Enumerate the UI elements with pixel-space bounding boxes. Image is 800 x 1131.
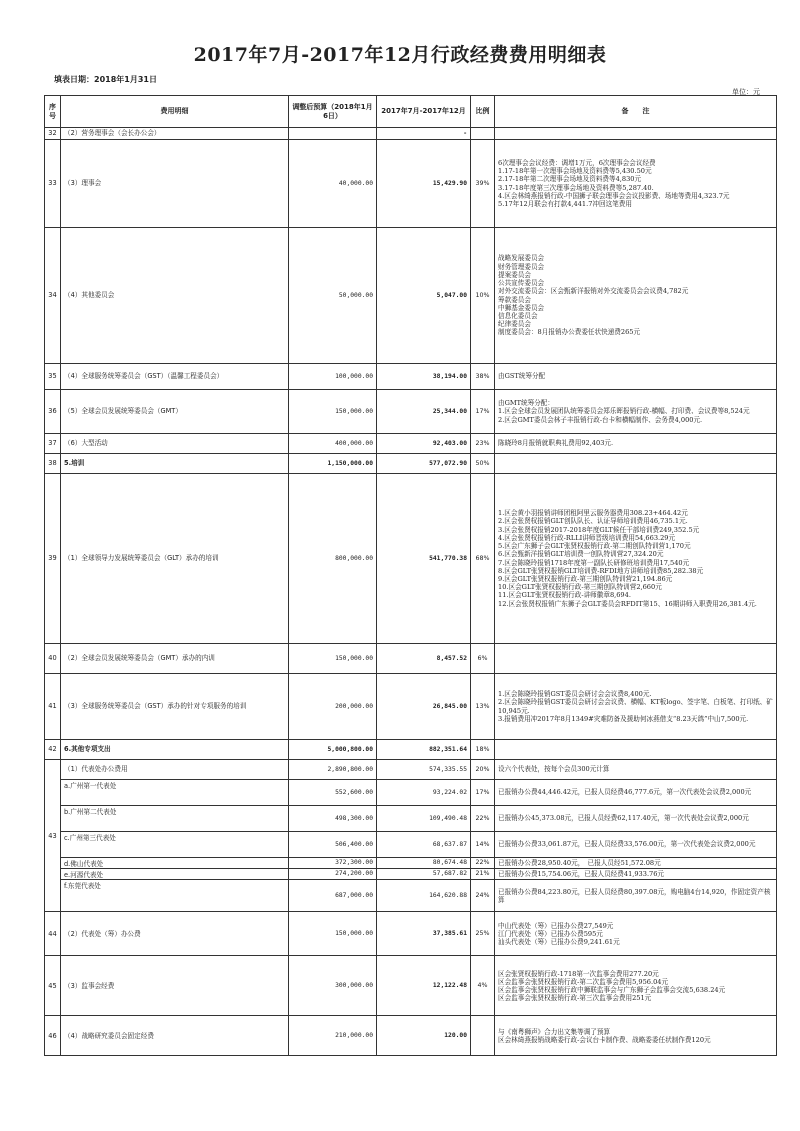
row-number: 46	[45, 1016, 61, 1056]
remark-line: 4.区会张贤权报销行政-RLLI讲师晋级培训费用54,663.29元	[498, 533, 676, 542]
remark-line: 信息化委员会	[498, 311, 538, 320]
table-subrow	[45, 806, 777, 832]
remark-line: 6.区会甄新洋报销GLT培训费一创队特训营27,324.20元	[498, 550, 664, 559]
remark-line: 3.17-18年度第三次理事会场地及资料费等5,287.40.	[498, 183, 654, 192]
ratio-value: 18%	[471, 740, 495, 760]
remark-line: 11.区会GLT张贤权报销行政-讲师徽章8,694.	[498, 591, 631, 600]
remark-cell	[495, 869, 777, 880]
remark-line: 5.区会广东狮子会GLT张贤权报销行政-第二期创队特训营1,170元	[498, 542, 691, 551]
remark-cell	[495, 390, 777, 434]
budget-amount: 150,000.00	[289, 912, 377, 956]
table-row	[45, 644, 777, 674]
actual-amount: 12,122.48	[377, 956, 471, 1016]
remark-cell	[495, 858, 777, 869]
table-row	[45, 474, 777, 644]
row-number: 38	[45, 454, 61, 474]
remark-line: 1.区会全球会员发展团队统筹委员会郑乐晖报销行政-横幅、打印费、会议费等8,524元	[498, 407, 750, 416]
remark-cell	[495, 674, 777, 740]
actual-amount: 68,637.87	[377, 832, 471, 858]
table-row	[45, 364, 777, 390]
item-name: d.佛山代表处	[61, 858, 289, 869]
budget-amount: 552,600.00	[289, 780, 377, 806]
row-number: 40	[45, 644, 61, 674]
remark-line: 筹款委员会	[498, 295, 531, 304]
budget-amount: 150,000.00	[289, 390, 377, 434]
table-row	[45, 454, 777, 474]
row-number: 44	[45, 912, 61, 956]
table-row	[45, 434, 777, 454]
table-row	[45, 228, 777, 364]
ratio-value: 13%	[471, 674, 495, 740]
remark-line: 已报销办公费84,223.80元，已报人员经费80,397.08元，购电脑4台14,920，作固定资产核算	[498, 887, 771, 904]
item-name: （6）大型活动	[61, 434, 289, 454]
ratio-value: 20%	[471, 760, 495, 780]
item-name: a.广州第一代表处	[61, 780, 289, 806]
remark-cell	[495, 644, 777, 674]
remark-line: 9.区会GLT张贤权报销行政-第三期创队特训营21,194.86元	[498, 574, 673, 583]
remark-line: 设六个代表处，按每个会员300元计算	[498, 765, 610, 774]
ratio-value: 25%	[471, 912, 495, 956]
row-number: 33	[45, 140, 61, 228]
table-subrow	[45, 869, 777, 880]
remark-line: 1.区会黄小羽报销讲师团租阿里云服务器费用308.23+464.42元	[498, 509, 688, 518]
actual-amount: 577,072.90	[377, 454, 471, 474]
table-subrow	[45, 832, 777, 858]
ratio-value: 50%	[471, 454, 495, 474]
header-item: 费用明细	[61, 96, 289, 128]
row-number: 45	[45, 956, 61, 1016]
row-number: 36	[45, 390, 61, 434]
budget-amount: 1,150,000.00	[289, 454, 377, 474]
remark-line: 已报销办公费44,446.42元，已报人员经费46,777.6元，第一次代表处会议费2,000元	[498, 788, 752, 797]
ratio-value: 23%	[471, 434, 495, 454]
remark-line: 10.区会GLT张贤权报销行政-第三期创队特训营2,660元	[498, 583, 662, 592]
remark-line: 6次理事会会议经费：调增1万元，6次理事会会议经费	[498, 158, 656, 167]
actual-amount: 541,770.38	[377, 474, 471, 644]
remark-cell	[495, 140, 777, 228]
ratio-value: 10%	[471, 228, 495, 364]
remark-line: 1.17-18年第一次理事会场地及资料费等5,430.50元	[498, 167, 652, 176]
table-row	[45, 390, 777, 434]
unit-label: 单位：元	[732, 88, 760, 96]
remark-cell	[495, 128, 777, 140]
budget-amount: 150,000.00	[289, 644, 377, 674]
ratio-value: 21%	[471, 869, 495, 880]
remark-line: 财务管理委员会	[498, 262, 545, 271]
remark-cell	[495, 434, 777, 454]
remark-line: 7.区会陈晓玲报销1718年度第一副队长研修班培训费用17,540元	[498, 558, 690, 567]
actual-amount: 26,845.00	[377, 674, 471, 740]
remark-cell	[495, 880, 777, 912]
remark-cell	[495, 780, 777, 806]
item-name: （2）代表处（筹）办公费	[61, 912, 289, 956]
table-row	[45, 674, 777, 740]
budget-amount	[289, 128, 377, 140]
remark-line: 纪律委员会	[498, 320, 531, 329]
actual-amount: 92,403.00	[377, 434, 471, 454]
item-name: 6.其他专项支出	[61, 740, 289, 760]
ratio-value: 17%	[471, 390, 495, 434]
ratio-value: 38%	[471, 364, 495, 390]
remark-cell	[495, 956, 777, 1016]
actual-amount: 164,620.88	[377, 880, 471, 912]
row-number: 43	[45, 760, 61, 912]
actual-amount: 37,385.61	[377, 912, 471, 956]
remark-line: 5.17年12月联会有打款4,441.7冲回这笔费用	[498, 199, 632, 208]
actual-amount: 120.00	[377, 1016, 471, 1056]
item-name: b.广州第二代表处	[61, 806, 289, 832]
table-row	[45, 740, 777, 760]
header-ratio: 比例	[471, 96, 495, 128]
remark-line: 12.区会张贤权报销广东狮子会GLT委员会RFDIT第15、16期讲师入职费用26,381.4元.	[498, 599, 757, 608]
item-name: （4）其他委员会	[61, 228, 289, 364]
actual-amount: 15,429.90	[377, 140, 471, 228]
budget-amount: 100,000.00	[289, 364, 377, 390]
remark-line: 由GMT统筹分配：	[498, 399, 554, 408]
item-name: 5.培训	[61, 454, 289, 474]
ratio-value	[471, 1016, 495, 1056]
row-number: 41	[45, 674, 61, 740]
table-row	[45, 1016, 777, 1056]
remark-line: 已报销办公费15,754.06元，已报人员经费41,933.76元	[498, 870, 665, 879]
item-name: （3）理事会	[61, 140, 289, 228]
budget-amount: 5,000,800.00	[289, 740, 377, 760]
remark-cell	[495, 454, 777, 474]
actual-amount: 80,674.48	[377, 858, 471, 869]
remark-line: 2.区会GMT委员会林子丰报销行政-台卡和横幅制作、会务费4,000元.	[498, 415, 703, 424]
remark-line: 陈晓玲8月报销就职典礼费用92,403元.	[498, 439, 614, 448]
ratio-value: 39%	[471, 140, 495, 228]
row-number: 32	[45, 128, 61, 140]
actual-amount: 574,335.55	[377, 760, 471, 780]
remark-line: 对外交流委员会：区会甄新洋报销对外交流委员会会议费4,782元	[498, 287, 689, 296]
item-name: （2）营务理事会（会长办公会）	[61, 128, 289, 140]
item-name: （4）全球服务统筹委员会（GST）（温馨工程委员会）	[61, 364, 289, 390]
row-number: 39	[45, 474, 61, 644]
budget-amount: 506,400.00	[289, 832, 377, 858]
page-title: 2017年7月-2017年12月行政经费费用明细表	[193, 44, 607, 66]
row-number: 35	[45, 364, 61, 390]
remark-line: 汕头代表处（筹）已报办公费9,241.61元	[498, 938, 620, 947]
remark-line: 与《南粤狮声》合力出文集等调了预算	[498, 1027, 611, 1036]
row-number: 37	[45, 434, 61, 454]
budget-amount: 210,000.00	[289, 1016, 377, 1056]
actual-amount: 5,047.00	[377, 228, 471, 364]
remark-line: 提案委员会	[498, 270, 531, 279]
header-row	[45, 96, 777, 128]
remark-line: 区会林绮燕报销战略委行政-会议台卡制作费、战略委委任状制作费120元	[498, 1035, 711, 1044]
ratio-value: 4%	[471, 956, 495, 1016]
actual-amount: 882,351.64	[377, 740, 471, 760]
table-subrow	[45, 858, 777, 869]
table-subrow	[45, 780, 777, 806]
item-name: （3）监事会经费	[61, 956, 289, 1016]
table-row	[45, 912, 777, 956]
table-row	[45, 760, 777, 780]
ratio-value: 6%	[471, 644, 495, 674]
item-name: （1）全球领导力发展统筹委员会（GLT）承办的培训	[61, 474, 289, 644]
actual-amount: 8,457.52	[377, 644, 471, 674]
remark-cell	[495, 474, 777, 644]
remark-line: 由GST统筹分配	[498, 372, 546, 381]
remark-line: 已报销办公费33,061.87元，已报人员经费33,576.00元，第一次代表处会议费2,000元	[498, 840, 756, 849]
item-name: （4）战略研究委员会固定经费	[61, 1016, 289, 1056]
item-name: （5）全球会员发展统筹委员会（GMT）	[61, 390, 289, 434]
remark-cell	[495, 832, 777, 858]
ratio-value: 22%	[471, 858, 495, 869]
remark-line: 4.区会林绮燕报销行政-中国狮子联会理事会会议投影费、场地等费用4,323.7元	[498, 191, 730, 200]
ratio-value	[471, 128, 495, 140]
header-no: 序号	[45, 96, 61, 128]
remark-line: 3.区会张贤权报销2017-2018年度GLT候任干部培训费249,352.5元	[498, 525, 700, 534]
budget-amount: 2,890,800.00	[289, 760, 377, 780]
remark-line: 江门代表处（筹）已报办公费595元	[498, 929, 603, 938]
remark-cell	[495, 228, 777, 364]
budget-amount: 300,000.00	[289, 956, 377, 1016]
item-name: c.广州第三代表处	[61, 832, 289, 858]
remark-cell	[495, 1016, 777, 1056]
remark-line: 区会张贤权报销行政-1718第一次监事会费用277.20元	[498, 969, 659, 978]
remark-line: 已报销办公45,373.08元，已报人员经费62,117.40元，第一次代表处会议费2,000元	[498, 814, 749, 823]
ratio-value: 14%	[471, 832, 495, 858]
budget-amount: 800,000.00	[289, 474, 377, 644]
remark-line: 战略发展委员会	[498, 254, 545, 263]
fill-date: 填表日期：2018年1月31日	[54, 75, 157, 84]
table-row	[45, 956, 777, 1016]
remark-line: 已报销办公费28,950.40元， 已报人员经51,572.08元	[498, 859, 661, 867]
item-name: e.河源代表处	[61, 869, 289, 880]
remark-line: 区会监事会张贤权报销行政-第三次监事会费用251元	[498, 994, 652, 1003]
header-budget: 调整后预算（2018年1月6日）	[289, 96, 377, 128]
actual-amount: 38,194.00	[377, 364, 471, 390]
row-number: 34	[45, 228, 61, 364]
remark-line: 2.区会张贤权报销GLT创队队长、认证导师培训费用46,735.1元.	[498, 517, 688, 526]
remark-line: 制度委员会：8月报销办公费委任状快递费265元	[498, 328, 641, 337]
actual-amount: 109,490.48	[377, 806, 471, 832]
budget-amount: 274,200.00	[289, 869, 377, 880]
remark-cell	[495, 806, 777, 832]
budget-amount: 50,000.00	[289, 228, 377, 364]
remark-line: 中狮基金委员会	[498, 303, 545, 312]
budget-amount: 372,300.00	[289, 858, 377, 869]
ratio-value: 24%	[471, 880, 495, 912]
remark-line: 区会监事会张贤权报销行政-第二次监事会费用5,956.04元	[498, 977, 669, 986]
header-actual: 2017年7月-2017年12月	[377, 96, 471, 128]
remark-line: 1.区会陈晓玲报销GST委员会研讨会会议费8,400元.	[498, 690, 652, 699]
actual-amount: -	[377, 128, 471, 140]
table-row	[45, 128, 777, 140]
header-remark: 备 注	[495, 96, 777, 128]
remark-line: 公共宣传委员会	[498, 279, 545, 288]
actual-amount: 57,687.82	[377, 869, 471, 880]
remark-line: 2.17-18年第二次理事会场地及资料费等4,830元	[498, 175, 642, 184]
remark-cell	[495, 740, 777, 760]
budget-amount: 687,000.00	[289, 880, 377, 912]
remark-line: 8.区会GLT张贤权报销GLT培训费-RFDI地方讲师培训费85,282.38元	[498, 566, 704, 575]
ratio-value: 22%	[471, 806, 495, 832]
item-name: （3）全球服务统筹委员会（GST）承办的针对专项服务的培训	[61, 674, 289, 740]
budget-amount: 40,000.00	[289, 140, 377, 228]
actual-amount: 93,224.02	[377, 780, 471, 806]
remark-line: 区会监事会张贤权报销行政中狮联监事会与广东狮子会监事会交流5,638.24元	[498, 985, 726, 994]
ratio-value: 68%	[471, 474, 495, 644]
remark-cell	[495, 760, 777, 780]
item-name: f.东莞代表处	[61, 880, 289, 912]
remark-line: 2.区会陈晓玲报销GST委员会研讨会会议费、横幅、KT板logo、签字笔、白板笔、打印纸、矿10,945元.	[498, 698, 773, 715]
actual-amount: 25,344.00	[377, 390, 471, 434]
item-name: （2）全球会员发展统筹委员会（GMT）承办的内训	[61, 644, 289, 674]
table-subrow	[45, 880, 777, 912]
ratio-value: 17%	[471, 780, 495, 806]
budget-amount: 200,000.00	[289, 674, 377, 740]
item-name: （1）代表处办公费用	[61, 760, 289, 780]
table-row	[45, 140, 777, 228]
remark-cell	[495, 912, 777, 956]
budget-amount: 400,000.00	[289, 434, 377, 454]
remark-line: 中山代表处（筹）已报办公费27,549元	[498, 921, 614, 930]
budget-amount: 498,300.00	[289, 806, 377, 832]
remark-cell	[495, 364, 777, 390]
remark-line: 3.报销费用冲2017年8月1349#灾难防备及援助何冰燕借支“8.23天鸽”中山7,500元.	[498, 714, 749, 723]
expense-table	[44, 95, 777, 1056]
row-number: 42	[45, 740, 61, 760]
